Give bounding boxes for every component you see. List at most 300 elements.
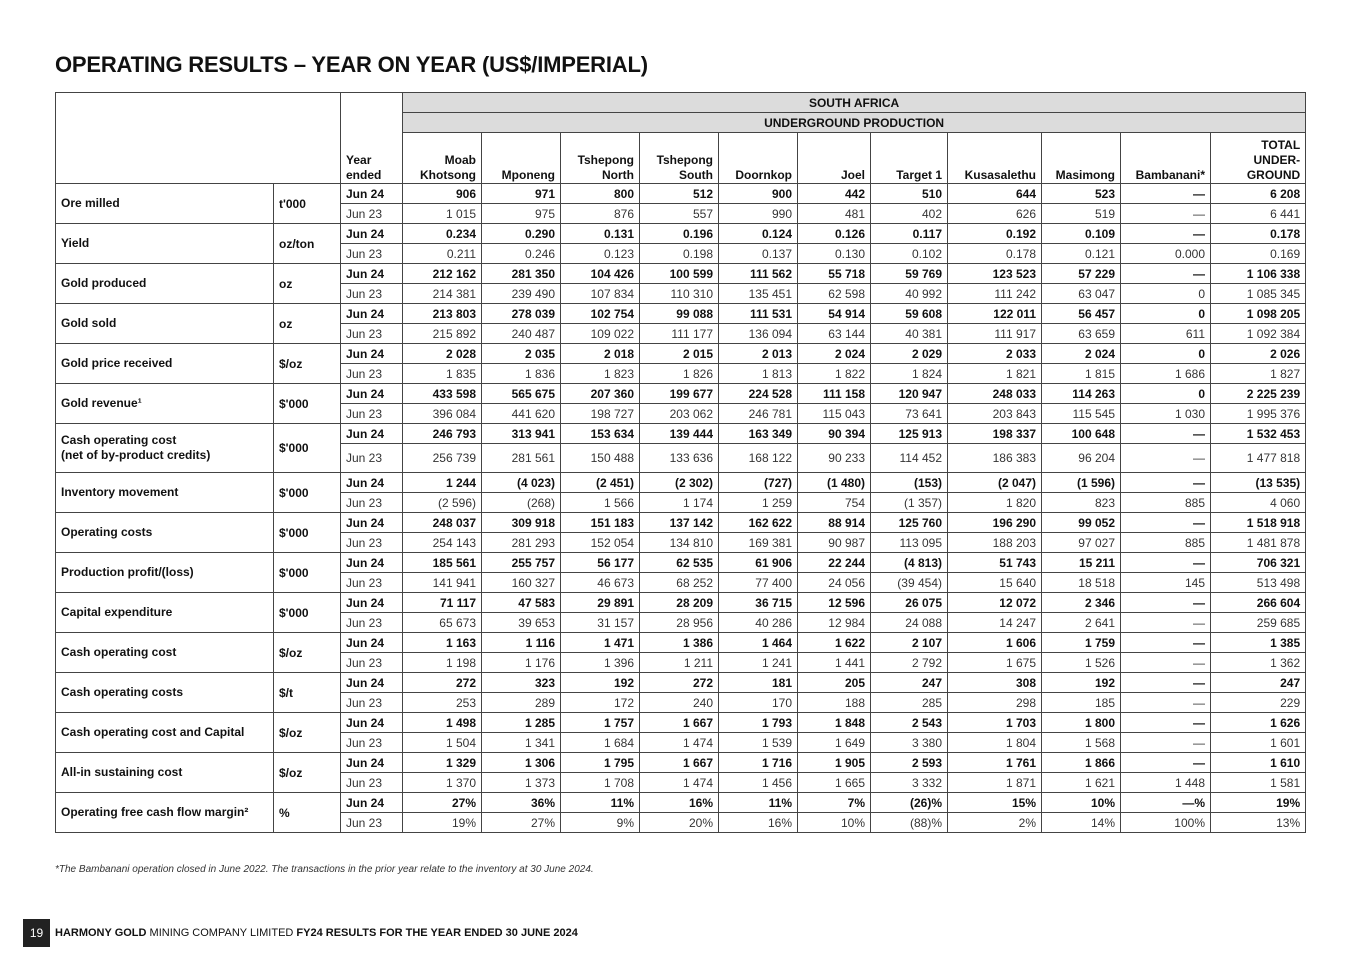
value-cell: 281 350 bbox=[482, 264, 561, 284]
year-cell: Jun 23 bbox=[341, 693, 403, 713]
year-cell: Jun 23 bbox=[341, 364, 403, 384]
value-cell: 0.211 bbox=[403, 244, 482, 264]
year-cell: Jun 24 bbox=[341, 424, 403, 444]
year-cell: Jun 24 bbox=[341, 344, 403, 364]
row-unit: $'000 bbox=[274, 553, 341, 593]
value-cell: 1 761 bbox=[948, 753, 1042, 773]
value-cell: 152 054 bbox=[561, 533, 640, 553]
value-cell: 0.246 bbox=[482, 244, 561, 264]
value-cell: 90 394 bbox=[798, 424, 871, 444]
value-cell: 254 143 bbox=[403, 533, 482, 553]
value-cell: 63 659 bbox=[1042, 324, 1121, 344]
value-cell: 111 531 bbox=[719, 304, 798, 324]
value-cell: 73 641 bbox=[871, 404, 948, 424]
value-cell: 1 610 bbox=[1211, 753, 1306, 773]
value-cell: 39 653 bbox=[482, 613, 561, 633]
row-label bbox=[56, 513, 274, 553]
value-cell: 990 bbox=[719, 204, 798, 224]
value-cell: 281 293 bbox=[482, 533, 561, 553]
value-cell: 706 321 bbox=[1211, 553, 1306, 573]
value-cell: (4 813) bbox=[871, 553, 948, 573]
column-header bbox=[482, 133, 561, 184]
value-cell: 188 bbox=[798, 693, 871, 713]
value-cell: 1 793 bbox=[719, 713, 798, 733]
value-cell: 308 bbox=[948, 673, 1042, 693]
year-cell: Jun 23 bbox=[341, 284, 403, 304]
value-cell: 1 622 bbox=[798, 633, 871, 653]
value-cell: 2 641 bbox=[1042, 613, 1121, 633]
value-cell: — bbox=[1121, 224, 1211, 244]
value-cell: 100% bbox=[1121, 813, 1211, 833]
table-row bbox=[56, 344, 1306, 364]
value-cell: 1 826 bbox=[640, 364, 719, 384]
value-cell: 906 bbox=[403, 184, 482, 204]
value-cell: 111 562 bbox=[719, 264, 798, 284]
value-cell: 20% bbox=[640, 813, 719, 833]
value-cell: 1 800 bbox=[1042, 713, 1121, 733]
row-label-line: Cash operating cost bbox=[61, 433, 177, 447]
column-header-line: Moab bbox=[444, 153, 476, 167]
row-unit: $/oz bbox=[274, 753, 341, 793]
value-cell: 192 bbox=[561, 673, 640, 693]
value-cell: 212 162 bbox=[403, 264, 482, 284]
value-cell: 0.131 bbox=[561, 224, 640, 244]
value-cell: 1 848 bbox=[798, 713, 871, 733]
value-cell: 120 947 bbox=[871, 384, 948, 404]
column-header-line: North bbox=[602, 168, 634, 182]
value-cell: 1 684 bbox=[561, 733, 640, 753]
value-cell: 1 481 878 bbox=[1211, 533, 1306, 553]
value-cell: (727) bbox=[719, 473, 798, 493]
row-label-line: Operating free cash flow margin² bbox=[61, 805, 249, 819]
value-cell: 114 263 bbox=[1042, 384, 1121, 404]
row-unit: $'000 bbox=[274, 473, 341, 513]
year-cell: Jun 23 bbox=[341, 613, 403, 633]
value-cell: 139 444 bbox=[640, 424, 719, 444]
row-label-line: Inventory movement bbox=[61, 485, 179, 499]
value-cell: 2 018 bbox=[561, 344, 640, 364]
row-label-line: Operating costs bbox=[61, 525, 153, 539]
value-cell: 0.192 bbox=[948, 224, 1042, 244]
value-cell: 256 739 bbox=[403, 444, 482, 473]
value-cell: 2 792 bbox=[871, 653, 948, 673]
value-cell: (26)% bbox=[871, 793, 948, 813]
value-cell: 12 072 bbox=[948, 593, 1042, 613]
year-header-line: Year bbox=[346, 153, 372, 167]
value-cell: 281 561 bbox=[482, 444, 561, 473]
value-cell: 1 471 bbox=[561, 633, 640, 653]
value-cell: 198 337 bbox=[948, 424, 1042, 444]
row-label bbox=[56, 224, 274, 264]
value-cell: 185 bbox=[1042, 693, 1121, 713]
value-cell: 4 060 bbox=[1211, 493, 1306, 513]
value-cell: 1 385 bbox=[1211, 633, 1306, 653]
value-cell: 213 803 bbox=[403, 304, 482, 324]
column-header bbox=[1042, 133, 1121, 184]
value-cell: 205 bbox=[798, 673, 871, 693]
value-cell: 2 346 bbox=[1042, 593, 1121, 613]
value-cell: 168 122 bbox=[719, 444, 798, 473]
table-row bbox=[56, 304, 1306, 324]
value-cell: — bbox=[1121, 733, 1211, 753]
value-cell: 65 673 bbox=[403, 613, 482, 633]
value-cell: 12 596 bbox=[798, 593, 871, 613]
value-cell: 0.102 bbox=[871, 244, 948, 264]
value-cell: 1 241 bbox=[719, 653, 798, 673]
year-cell: Jun 23 bbox=[341, 653, 403, 673]
year-cell: Jun 24 bbox=[341, 553, 403, 573]
row-label bbox=[56, 264, 274, 304]
row-unit: oz bbox=[274, 304, 341, 344]
value-cell: 153 634 bbox=[561, 424, 640, 444]
value-cell: 1 601 bbox=[1211, 733, 1306, 753]
value-cell: 2 024 bbox=[798, 344, 871, 364]
value-cell: 90 987 bbox=[798, 533, 871, 553]
value-cell: 26 075 bbox=[871, 593, 948, 613]
value-cell: (39 454) bbox=[871, 573, 948, 593]
row-label-line: Cash operating cost bbox=[61, 645, 177, 659]
column-header-line: TOTAL bbox=[1261, 138, 1301, 152]
value-cell: 111 242 bbox=[948, 284, 1042, 304]
table-row bbox=[56, 753, 1306, 773]
value-cell: 99 052 bbox=[1042, 513, 1121, 533]
value-cell: 519 bbox=[1042, 204, 1121, 224]
value-cell: 1 813 bbox=[719, 364, 798, 384]
year-cell: Jun 24 bbox=[341, 793, 403, 813]
value-cell: 1 518 918 bbox=[1211, 513, 1306, 533]
value-cell: 2 543 bbox=[871, 713, 948, 733]
page-number: 19 bbox=[23, 919, 50, 947]
value-cell: 109 022 bbox=[561, 324, 640, 344]
year-header-blank bbox=[341, 93, 403, 133]
value-cell: 14% bbox=[1042, 813, 1121, 833]
row-label bbox=[56, 593, 274, 633]
row-label-line: Gold sold bbox=[61, 316, 117, 330]
value-cell: 0.124 bbox=[719, 224, 798, 244]
value-cell: 1 306 bbox=[482, 753, 561, 773]
row-unit: $/oz bbox=[274, 633, 341, 673]
value-cell: 1 804 bbox=[948, 733, 1042, 753]
row-label-line: Gold produced bbox=[61, 276, 147, 290]
value-cell: 1 092 384 bbox=[1211, 324, 1306, 344]
year-cell: Jun 24 bbox=[341, 264, 403, 284]
value-cell: 247 bbox=[1211, 673, 1306, 693]
year-cell: Jun 24 bbox=[341, 473, 403, 493]
value-cell: 215 892 bbox=[403, 324, 482, 344]
footnote: *The Bambanani operation closed in June 2022. The transactions in the prior year relate to the inventory at 30 June 2024. bbox=[55, 864, 594, 875]
value-cell: 31 157 bbox=[561, 613, 640, 633]
row-label-line: Ore milled bbox=[61, 196, 120, 210]
value-cell: 77 400 bbox=[719, 573, 798, 593]
value-cell: 2 024 bbox=[1042, 344, 1121, 364]
value-cell: 113 095 bbox=[871, 533, 948, 553]
value-cell: 163 349 bbox=[719, 424, 798, 444]
value-cell: 111 177 bbox=[640, 324, 719, 344]
value-cell: 55 718 bbox=[798, 264, 871, 284]
value-cell: (1 596) bbox=[1042, 473, 1121, 493]
value-cell: 29 891 bbox=[561, 593, 640, 613]
value-cell: 1 474 bbox=[640, 773, 719, 793]
value-cell: 0.234 bbox=[403, 224, 482, 244]
column-header-line bbox=[1047, 153, 1115, 168]
value-cell: 115 043 bbox=[798, 404, 871, 424]
value-cell: 512 bbox=[640, 184, 719, 204]
value-cell: 172 bbox=[561, 693, 640, 713]
value-cell: 2 029 bbox=[871, 344, 948, 364]
column-header bbox=[871, 133, 948, 184]
value-cell: 396 084 bbox=[403, 404, 482, 424]
value-cell: (2 451) bbox=[561, 473, 640, 493]
row-label bbox=[56, 424, 274, 473]
value-cell: (2 047) bbox=[948, 473, 1042, 493]
row-label bbox=[56, 633, 274, 673]
year-cell: Jun 24 bbox=[341, 224, 403, 244]
value-cell: 1 244 bbox=[403, 473, 482, 493]
column-header bbox=[1211, 133, 1306, 184]
value-cell: 115 545 bbox=[1042, 404, 1121, 424]
header-blank bbox=[56, 93, 341, 184]
value-cell: 1 821 bbox=[948, 364, 1042, 384]
value-cell: 239 490 bbox=[482, 284, 561, 304]
value-cell: 1 995 376 bbox=[1211, 404, 1306, 424]
value-cell: 68 252 bbox=[640, 573, 719, 593]
year-cell: Jun 23 bbox=[341, 733, 403, 753]
column-header-line: Khotsong bbox=[420, 168, 476, 182]
value-cell: 1 795 bbox=[561, 753, 640, 773]
value-cell: 1 815 bbox=[1042, 364, 1121, 384]
value-cell: (88)% bbox=[871, 813, 948, 833]
value-cell: 10% bbox=[1042, 793, 1121, 813]
value-cell: — bbox=[1121, 424, 1211, 444]
value-cell: 266 604 bbox=[1211, 593, 1306, 613]
value-cell: 28 956 bbox=[640, 613, 719, 633]
footer-company-bold: HARMONY GOLD bbox=[55, 927, 147, 939]
value-cell: 313 941 bbox=[482, 424, 561, 444]
row-unit: oz/ton bbox=[274, 224, 341, 264]
value-cell: — bbox=[1121, 444, 1211, 473]
value-cell: 1 362 bbox=[1211, 653, 1306, 673]
column-header-line: Tshepong bbox=[577, 153, 634, 167]
value-cell: 240 bbox=[640, 693, 719, 713]
value-cell: — bbox=[1121, 613, 1211, 633]
value-cell: 196 290 bbox=[948, 513, 1042, 533]
column-header-line: Tshepong bbox=[656, 153, 713, 167]
value-cell: 36% bbox=[482, 793, 561, 813]
value-cell: 1 448 bbox=[1121, 773, 1211, 793]
column-header-line: Mponeng bbox=[501, 168, 555, 182]
value-cell: 1 759 bbox=[1042, 633, 1121, 653]
year-cell: Jun 23 bbox=[341, 204, 403, 224]
value-cell: 1 498 bbox=[403, 713, 482, 733]
year-cell: Jun 24 bbox=[341, 513, 403, 533]
value-cell: 246 793 bbox=[403, 424, 482, 444]
value-cell: 160 327 bbox=[482, 573, 561, 593]
value-cell: 289 bbox=[482, 693, 561, 713]
value-cell: 1 163 bbox=[403, 633, 482, 653]
value-cell: 14 247 bbox=[948, 613, 1042, 633]
value-cell: 1 386 bbox=[640, 633, 719, 653]
column-header-line bbox=[953, 153, 1036, 168]
row-unit: $/oz bbox=[274, 713, 341, 753]
value-cell: 433 598 bbox=[403, 384, 482, 404]
value-cell: 123 523 bbox=[948, 264, 1042, 284]
value-cell: 1 866 bbox=[1042, 753, 1121, 773]
value-cell: 15% bbox=[948, 793, 1042, 813]
value-cell: 885 bbox=[1121, 533, 1211, 553]
value-cell: 247 bbox=[871, 673, 948, 693]
value-cell: 185 561 bbox=[403, 553, 482, 573]
year-cell: Jun 23 bbox=[341, 773, 403, 793]
footer-company: MINING COMPANY LIMITED bbox=[149, 927, 294, 939]
value-cell: 1 871 bbox=[948, 773, 1042, 793]
value-cell: 1 285 bbox=[482, 713, 561, 733]
value-cell: 1 820 bbox=[948, 493, 1042, 513]
year-header-line: ended bbox=[346, 168, 382, 182]
value-cell: 169 381 bbox=[719, 533, 798, 553]
row-label bbox=[56, 713, 274, 753]
value-cell: 1 836 bbox=[482, 364, 561, 384]
row-label-line: (net of by-product credits) bbox=[61, 448, 211, 462]
value-cell: 1 329 bbox=[403, 753, 482, 773]
value-cell: 1 667 bbox=[640, 753, 719, 773]
value-cell: 16% bbox=[640, 793, 719, 813]
value-cell: 1 606 bbox=[948, 633, 1042, 653]
year-cell: Jun 23 bbox=[341, 813, 403, 833]
value-cell: 137 142 bbox=[640, 513, 719, 533]
value-cell: 19% bbox=[403, 813, 482, 833]
value-cell: 1 373 bbox=[482, 773, 561, 793]
value-cell: 36 715 bbox=[719, 593, 798, 613]
value-cell: 1 526 bbox=[1042, 653, 1121, 673]
value-cell: 188 203 bbox=[948, 533, 1042, 553]
value-cell: 442 bbox=[798, 184, 871, 204]
value-cell: 162 622 bbox=[719, 513, 798, 533]
value-cell: 134 810 bbox=[640, 533, 719, 553]
value-cell: 0.178 bbox=[1211, 224, 1306, 244]
value-cell: 203 843 bbox=[948, 404, 1042, 424]
value-cell: (2 596) bbox=[403, 493, 482, 513]
value-cell: 111 917 bbox=[948, 324, 1042, 344]
value-cell: 135 451 bbox=[719, 284, 798, 304]
year-cell: Jun 24 bbox=[341, 384, 403, 404]
year-cell: Jun 23 bbox=[341, 493, 403, 513]
value-cell: 510 bbox=[871, 184, 948, 204]
column-header bbox=[948, 133, 1042, 184]
value-cell: 15 211 bbox=[1042, 553, 1121, 573]
value-cell: 6 208 bbox=[1211, 184, 1306, 204]
value-cell: 0.290 bbox=[482, 224, 561, 244]
column-header bbox=[561, 133, 640, 184]
column-header bbox=[640, 133, 719, 184]
value-cell: 0.169 bbox=[1211, 244, 1306, 264]
value-cell: 323 bbox=[482, 673, 561, 693]
value-cell: 1 441 bbox=[798, 653, 871, 673]
value-cell: 11% bbox=[719, 793, 798, 813]
table-row bbox=[56, 264, 1306, 284]
value-cell: 1 686 bbox=[1121, 364, 1211, 384]
row-label bbox=[56, 473, 274, 513]
value-cell: 513 498 bbox=[1211, 573, 1306, 593]
column-header-line bbox=[1126, 153, 1205, 168]
value-cell: 181 bbox=[719, 673, 798, 693]
value-cell: 1 259 bbox=[719, 493, 798, 513]
column-header-line bbox=[876, 153, 942, 168]
value-cell: — bbox=[1121, 184, 1211, 204]
value-cell: 0.196 bbox=[640, 224, 719, 244]
column-header-line: Bambanani* bbox=[1135, 168, 1205, 182]
year-cell: Jun 23 bbox=[341, 244, 403, 264]
value-cell: 22 244 bbox=[798, 553, 871, 573]
value-cell: 3 332 bbox=[871, 773, 948, 793]
value-cell: 523 bbox=[1042, 184, 1121, 204]
value-cell: 971 bbox=[482, 184, 561, 204]
value-cell: — bbox=[1121, 593, 1211, 613]
value-cell: 9% bbox=[561, 813, 640, 833]
value-cell: 1 539 bbox=[719, 733, 798, 753]
footer-report: FY24 RESULTS FOR THE YEAR ENDED 30 JUNE 2024 bbox=[296, 927, 578, 939]
value-cell: 7% bbox=[798, 793, 871, 813]
value-cell: 28 209 bbox=[640, 593, 719, 613]
table-row bbox=[56, 713, 1306, 733]
value-cell: 1 085 345 bbox=[1211, 284, 1306, 304]
value-cell: 1 708 bbox=[561, 773, 640, 793]
value-cell: 0.123 bbox=[561, 244, 640, 264]
value-cell: 1 823 bbox=[561, 364, 640, 384]
value-cell: 255 757 bbox=[482, 553, 561, 573]
value-cell: 0 bbox=[1121, 384, 1211, 404]
value-cell: 151 183 bbox=[561, 513, 640, 533]
value-cell: — bbox=[1121, 264, 1211, 284]
value-cell: 481 bbox=[798, 204, 871, 224]
value-cell: 0 bbox=[1121, 304, 1211, 324]
value-cell: — bbox=[1121, 673, 1211, 693]
value-cell: 876 bbox=[561, 204, 640, 224]
value-cell: 0 bbox=[1121, 284, 1211, 304]
value-cell: (1 357) bbox=[871, 493, 948, 513]
column-header-line: GROUND bbox=[1246, 168, 1301, 182]
table-row bbox=[56, 184, 1306, 204]
value-cell: 122 011 bbox=[948, 304, 1042, 324]
value-cell: 1 835 bbox=[403, 364, 482, 384]
row-label bbox=[56, 344, 274, 384]
row-unit: $'000 bbox=[274, 384, 341, 424]
value-cell: 1 464 bbox=[719, 633, 798, 653]
value-cell: 40 286 bbox=[719, 613, 798, 633]
value-cell: 309 918 bbox=[482, 513, 561, 533]
value-cell: 214 381 bbox=[403, 284, 482, 304]
value-cell: 626 bbox=[948, 204, 1042, 224]
value-cell: 59 769 bbox=[871, 264, 948, 284]
value-cell: 145 bbox=[1121, 573, 1211, 593]
value-cell: 1 098 205 bbox=[1211, 304, 1306, 324]
value-cell: 0.109 bbox=[1042, 224, 1121, 244]
value-cell: 1 703 bbox=[948, 713, 1042, 733]
value-cell: 248 033 bbox=[948, 384, 1042, 404]
value-cell: 1 341 bbox=[482, 733, 561, 753]
row-label-line: Cash operating cost and Capital bbox=[61, 725, 245, 739]
value-cell: — bbox=[1121, 633, 1211, 653]
value-cell: 57 229 bbox=[1042, 264, 1121, 284]
value-cell: 0.178 bbox=[948, 244, 1042, 264]
value-cell: 1 626 bbox=[1211, 713, 1306, 733]
value-cell: 111 158 bbox=[798, 384, 871, 404]
row-label-line: Yield bbox=[61, 236, 90, 250]
value-cell: (1 480) bbox=[798, 473, 871, 493]
row-unit: t'000 bbox=[274, 184, 341, 224]
value-cell: 141 941 bbox=[403, 573, 482, 593]
value-cell: 54 914 bbox=[798, 304, 871, 324]
value-cell: 1 504 bbox=[403, 733, 482, 753]
